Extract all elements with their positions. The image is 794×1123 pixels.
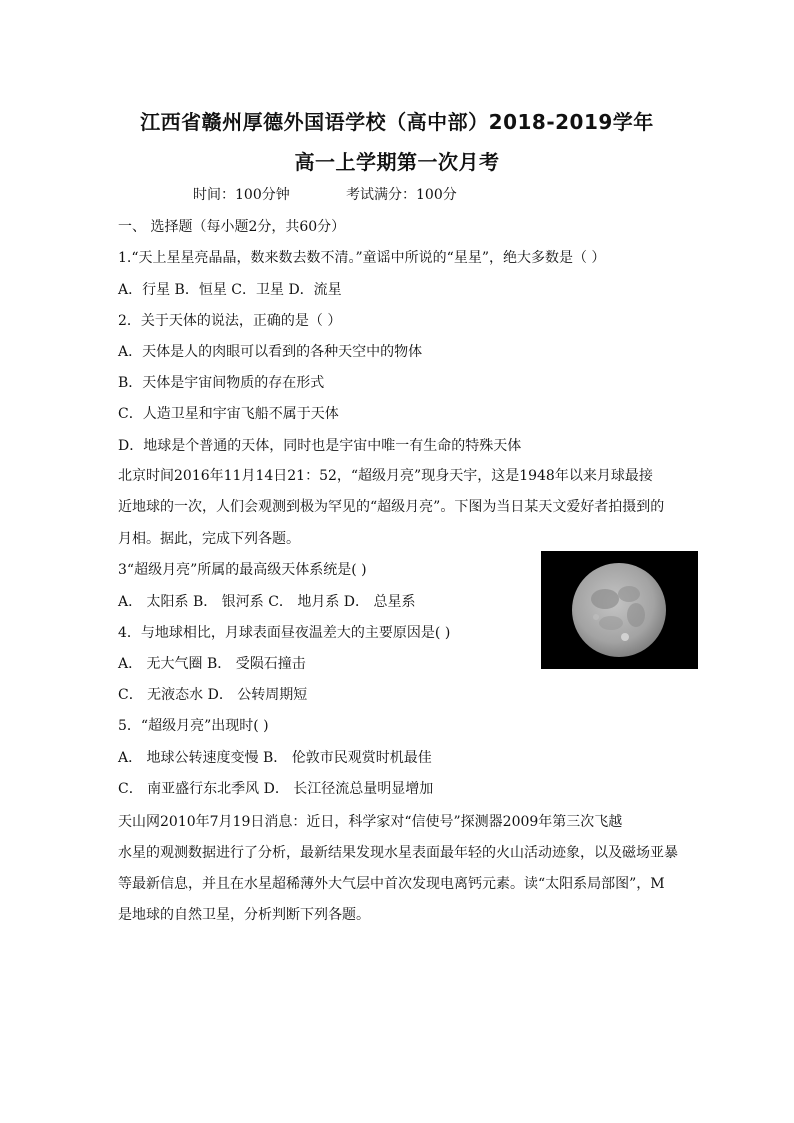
- question-5-stem: 5．“超级月亮”出现时( ): [118, 718, 269, 734]
- question-1-stem: 1.“天上星星亮晶晶，数来数去数不清。”童谣中所说的“星星”，绝大多数是（ ）: [118, 250, 606, 266]
- question-3-stem: 3“超级月亮”所属的最高级天体系统是( ): [118, 562, 367, 578]
- passage-2-line: 等最新信息，并且在水星超稀薄外大气层中首次发现电离钙元素。读“太阳系局部图”，M: [118, 876, 665, 892]
- question-2-stem: 2．关于天体的说法，正确的是（ ）: [118, 313, 342, 329]
- passage-2-line: 是地球的自然卫星，分析判断下列各题。: [118, 907, 370, 923]
- exam-title-line2: 高一上学期第一次月考: [294, 150, 500, 174]
- exam-score: 考试满分：100分: [346, 187, 457, 203]
- passage-1-line: 月相。据此，完成下列各题。: [118, 531, 300, 547]
- question-2-option-b: B．天体是宇宙间物质的存在形式: [118, 375, 325, 391]
- question-1-options: A．行星 B．恒星 C．卫星 D．流星: [118, 282, 342, 298]
- moon-icon: [541, 551, 698, 669]
- question-4-options-cd: C． 无液态水 D． 公转周期短: [118, 687, 308, 703]
- question-5-options-cd: C． 南亚盛行东北季风 D． 长江径流总量明显增加: [118, 781, 434, 797]
- question-4-options-ab: A． 无大气圈 B． 受陨石撞击: [118, 656, 306, 672]
- exam-time: 时间：100分钟: [193, 187, 290, 203]
- full-moon-photo: [541, 551, 698, 669]
- question-4-stem: 4．与地球相比，月球表面昼夜温差大的主要原因是( ): [118, 625, 451, 641]
- passage-2-line: 天山网2010年7月19日消息：近日，科学家对“信使号”探测器2009年第三次飞越: [118, 814, 623, 830]
- section-heading: 一、 选择题（每小题2分，共60分）: [118, 219, 346, 235]
- question-3-options: A． 太阳系 B． 银河系 C． 地月系 D． 总星系: [118, 594, 416, 610]
- question-2-option-c: C．人造卫星和宇宙飞船不属于天体: [118, 406, 339, 422]
- question-2-option-d: D．地球是个普通的天体，同时也是宇宙中唯一有生命的特殊天体: [118, 438, 522, 454]
- question-5-options-ab: A． 地球公转速度变慢 B． 伦敦市民观赏时机最佳: [118, 750, 432, 766]
- exam-title-line1: 江西省赣州厚德外国语学校（高中部）2018-2019学年: [140, 110, 654, 134]
- passage-1-line: 近地球的一次，人们会观测到极为罕见的“超级月亮”。下图为当日某天文爱好者拍摄到的: [118, 499, 665, 515]
- passage-1-line: 北京时间2016年11月14日21：52，“超级月亮”现身天宇，这是1948年以来月球最接: [118, 468, 653, 484]
- passage-2-line: 水星的观测数据进行了分析，最新结果发现水星表面最年轻的火山活动迹象，以及磁场亚暴: [118, 845, 678, 861]
- question-2-option-a: A．天体是人的肉眼可以看到的各种天空中的物体: [118, 344, 423, 360]
